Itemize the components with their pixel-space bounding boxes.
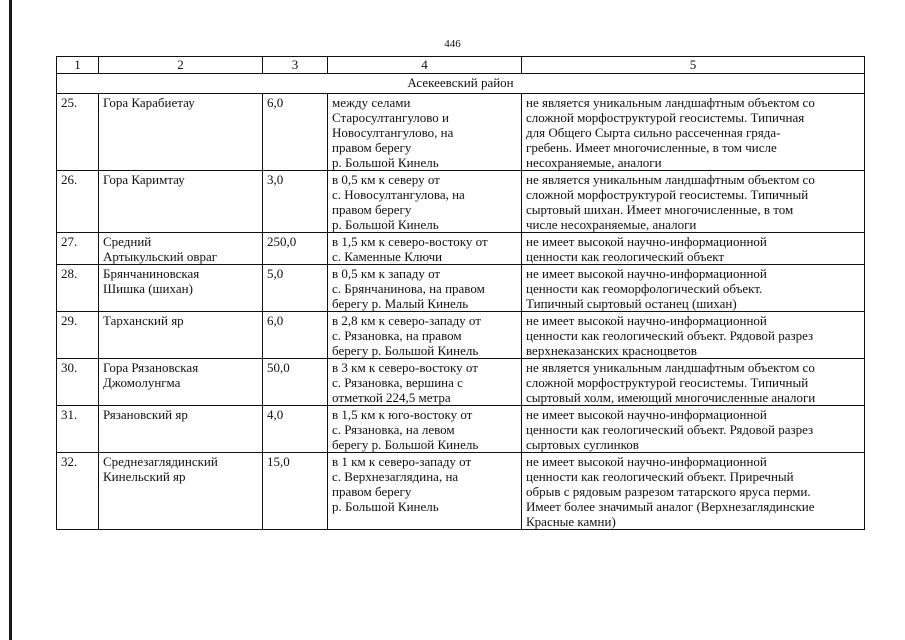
- cell-line: ценности как геологический объект. Рядовой разрез: [526, 422, 814, 437]
- object-assessment: [522, 453, 865, 530]
- cell-line: для Общего Сырта сильно рассеченная гряда-: [526, 125, 781, 140]
- cell-line: не имеет высокой научно-информационной: [526, 266, 767, 281]
- row-number: 30.: [57, 359, 99, 406]
- row-number: 27.: [57, 233, 99, 265]
- column-header-3: 3: [263, 57, 328, 74]
- cell-line: не имеет высокой научно-информационной: [526, 454, 767, 469]
- cell-line: Старосултангулово и: [332, 110, 450, 125]
- cell-line: Новосултангулово, на: [332, 125, 454, 140]
- cell-line: Средний: [103, 234, 152, 249]
- row-number: 31.: [57, 406, 99, 453]
- table-row: [57, 312, 865, 359]
- column-header-row: [57, 57, 865, 74]
- cell-line: обрыв с рядовым разрезом татарского яруса перми.: [526, 484, 811, 499]
- cell-line: в 1 км к северо-западу от: [332, 454, 472, 469]
- cell-line: не имеет высокой научно-информационной: [526, 407, 767, 422]
- object-location: [328, 406, 522, 453]
- binding-margin-line: [9, 0, 12, 640]
- cell-line: с. Рязановка, на правом: [332, 328, 462, 343]
- object-assessment: [522, 94, 865, 171]
- cell-line: ценности как геологический объект: [526, 249, 725, 264]
- cell-line: сложной морфоструктурой геосистемы. Типичная: [526, 110, 805, 125]
- cell-line: ценности как геологический объект. Рядовой разрез: [526, 328, 814, 343]
- object-assessment: [522, 171, 865, 233]
- object-area: 3,0: [263, 171, 328, 233]
- table-row: [57, 94, 865, 171]
- object-location: [328, 94, 522, 171]
- cell-line: с. Рязановка, вершина с: [332, 375, 463, 390]
- cell-line: между селами: [332, 95, 411, 110]
- object-location: [328, 265, 522, 312]
- object-assessment: [522, 312, 865, 359]
- cell-line: Имеет более значимый аналог (Верхнезаглядинские: [526, 499, 815, 514]
- cell-line: Артыкульский овраг: [103, 249, 218, 264]
- column-header-1: 1: [57, 57, 99, 74]
- cell-line: в 1,5 км к юго-востоку от: [332, 407, 473, 422]
- cell-line: ценности как геоморфологический объект.: [526, 281, 763, 296]
- cell-line: берегу р. Малый Кинель: [332, 296, 469, 311]
- object-name: [99, 94, 263, 171]
- district-row: [57, 74, 865, 94]
- column-header-4: 4: [328, 57, 522, 74]
- object-location: [328, 359, 522, 406]
- cell-line: Тарханский яр: [103, 313, 184, 328]
- object-location: [328, 171, 522, 233]
- object-assessment: [522, 233, 865, 265]
- cell-line: отметкой 224,5 метра: [332, 390, 451, 405]
- object-area: 5,0: [263, 265, 328, 312]
- object-name: [99, 453, 263, 530]
- cell-line: Кинельский яр: [103, 469, 186, 484]
- object-assessment: [522, 265, 865, 312]
- object-area: 250,0: [263, 233, 328, 265]
- table-row: [57, 453, 865, 530]
- cell-line: с. Рязановка, на левом: [332, 422, 455, 437]
- object-assessment: [522, 359, 865, 406]
- cell-line: не является уникальным ландшафтным объектом со: [526, 172, 815, 187]
- cell-line: числе несохраняемые, аналоги: [526, 217, 697, 232]
- cell-line: не имеет высокой научно-информационной: [526, 234, 767, 249]
- cell-line: Красные камни): [526, 514, 616, 529]
- cell-line: Джомолунгма: [103, 375, 181, 390]
- table-row: [57, 265, 865, 312]
- page-number: 446: [444, 38, 461, 50]
- row-number: 29.: [57, 312, 99, 359]
- cell-line: в 1,5 км к северо-востоку от: [332, 234, 488, 249]
- cell-line: Гора Карабиетау: [103, 95, 195, 110]
- object-name: [99, 233, 263, 265]
- cell-line: берегу р. Большой Кинель: [332, 343, 479, 358]
- cell-line: р. Большой Кинель: [332, 217, 439, 232]
- cell-line: сложной морфоструктурой геосистемы. Типичный: [526, 187, 809, 202]
- object-area: 6,0: [263, 312, 328, 359]
- cell-line: не является уникальным ландшафтным объектом со: [526, 95, 815, 110]
- cell-line: верхнеказанских красноцветов: [526, 343, 697, 358]
- table-row: [57, 171, 865, 233]
- cell-line: правом берегу: [332, 202, 412, 217]
- object-name: [99, 312, 263, 359]
- row-number: 25.: [57, 94, 99, 171]
- cell-line: правом берегу: [332, 484, 412, 499]
- cell-line: берегу р. Большой Кинель: [332, 437, 479, 452]
- cell-line: сыртовых суглинков: [526, 437, 639, 452]
- cell-line: сложной морфоструктурой геосистемы. Типичный: [526, 375, 809, 390]
- cell-line: с. Верхнезаглядина, на: [332, 469, 459, 484]
- table-row: [57, 359, 865, 406]
- cell-line: Гора Каримтау: [103, 172, 185, 187]
- cell-line: в 2,8 км к северо-западу от: [332, 313, 481, 328]
- cell-line: Среднезаглядинский: [103, 454, 218, 469]
- objects-table: [56, 56, 865, 530]
- cell-line: сыртовый холм, имеющий многочисленные аналоги: [526, 390, 816, 405]
- object-location: [328, 233, 522, 265]
- object-location: [328, 453, 522, 530]
- cell-line: в 0,5 км к западу от: [332, 266, 441, 281]
- object-area: 4,0: [263, 406, 328, 453]
- table-row: [57, 233, 865, 265]
- cell-line: Брянчаниновская: [103, 266, 200, 281]
- cell-line: не является уникальным ландшафтным объектом со: [526, 360, 815, 375]
- cell-line: сыртовый шихан. Имеет многочисленные, в том: [526, 202, 794, 217]
- object-assessment: [522, 406, 865, 453]
- object-name: [99, 265, 263, 312]
- district-name: Асекеевский район: [57, 74, 865, 94]
- cell-line: р. Большой Кинель: [332, 499, 439, 514]
- cell-line: в 0,5 км к северу от: [332, 172, 440, 187]
- cell-line: гребень. Имеет многочисленные, в том числе: [526, 140, 777, 155]
- table-row: [57, 406, 865, 453]
- cell-line: р. Большой Кинель: [332, 155, 439, 170]
- column-header-2: 2: [99, 57, 263, 74]
- cell-line: ценности как геологический объект. Приречный: [526, 469, 794, 484]
- row-number: 26.: [57, 171, 99, 233]
- object-name: [99, 406, 263, 453]
- cell-line: с. Новосултангулова, на: [332, 187, 465, 202]
- cell-line: в 3 км к северо-востоку от: [332, 360, 478, 375]
- row-number: 28.: [57, 265, 99, 312]
- cell-line: не имеет высокой научно-информационной: [526, 313, 767, 328]
- cell-line: правом берегу: [332, 140, 412, 155]
- column-header-5: 5: [522, 57, 865, 74]
- object-name: [99, 359, 263, 406]
- cell-line: с. Каменные Ключи: [332, 249, 443, 264]
- object-area: 50,0: [263, 359, 328, 406]
- cell-line: несохраняемые, аналоги: [526, 155, 662, 170]
- object-name: [99, 171, 263, 233]
- row-number: 32.: [57, 453, 99, 530]
- cell-line: Типичный сыртовый останец (шихан): [526, 296, 737, 311]
- object-area: 15,0: [263, 453, 328, 530]
- cell-line: Рязановский яр: [103, 407, 188, 422]
- object-area: 6,0: [263, 94, 328, 171]
- cell-line: Гора Рязановская: [103, 360, 199, 375]
- object-location: [328, 312, 522, 359]
- cell-line: Шишка (шихан): [103, 281, 193, 296]
- cell-line: с. Брянчанинова, на правом: [332, 281, 485, 296]
